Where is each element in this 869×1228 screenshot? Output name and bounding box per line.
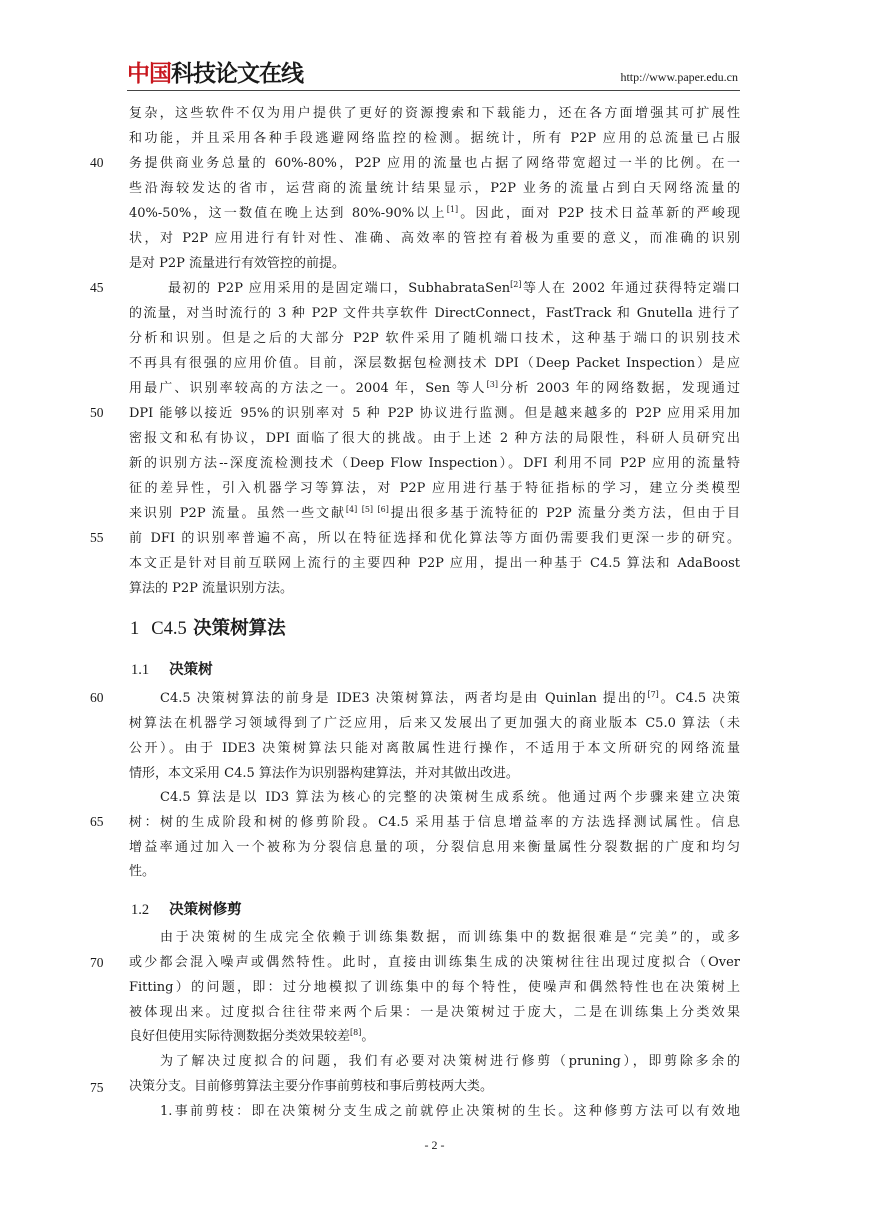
- citation-ref: [3]: [486, 380, 498, 389]
- line-number: 65: [90, 814, 104, 829]
- text-line: 复杂，这些软件不仅为用户提供了更好的资源搜索和下载能力，还在各方面增强其可扩展性: [129, 106, 740, 121]
- text-line: 用最广、识别率较高的方法之一。2004 年，Sen 等人[3]分析 2003 年的网络数据，发现通过: [129, 380, 740, 396]
- text-line: 前 DFI 的识别率普遍不高，所以在特征选择和优化算法等方面仍需要我们更深一步的研究。: [129, 531, 740, 546]
- text-line: 决策分支。目前修剪算法主要分作事前剪枝和事后剪枝两大类。: [129, 1079, 494, 1094]
- text-line: 公开）。由于 IDE3 决策树算法只能对离散属性进行操作，不适用于本文所研究的网络流量: [129, 741, 740, 756]
- citation-ref: [7]: [647, 690, 659, 699]
- subsection-heading: 1.2 决策树修剪: [131, 902, 242, 918]
- text-line: 密报文和私有协议，DPI 面临了很大的挑战。由于上述 2 种方法的局限性，科研人员研究出: [129, 431, 740, 446]
- header-url: http://www.paper.edu.cn: [620, 70, 738, 84]
- header-rule: [127, 90, 740, 91]
- text-line: Fitting）的问题，即：过分地模拟了训练集中的每个特性，使噪声和偶然特性也在决策树上: [129, 980, 740, 995]
- line-number: 70: [90, 955, 104, 970]
- text-line: 被体现出来。过度拟合往往带来两个后果：一是决策树过于庞大，二是在训练集上分类效果: [129, 1005, 740, 1020]
- text-line: 最初的 P2P 应用采用的是固定端口，SubhabrataSen[2]等人在 2002 年通过获得特定端口: [168, 280, 740, 296]
- subsection-heading: 1.1 决策树: [131, 662, 213, 678]
- text-line: 树：树的生成阶段和树的修剪阶段。C4.5 采用基于信息增益率的方法选择测试属性。信息: [129, 815, 740, 830]
- line-number: 50: [90, 405, 104, 420]
- section-heading: 1 C4.5 决策树算法: [130, 618, 286, 639]
- text-line: 来识别 P2P 流量。虽然一些文献[4] [5] [6]提出很多基于流特征的 P2P 流量分类方法，但由于目: [129, 505, 740, 521]
- text-line: 40%-50%，这一数值在晚上达到 80%-90%以上[1]。因此，面对 P2P 技术日益革新的严峻现: [129, 205, 740, 221]
- text-line: 不再具有很强的应用价值。目前，深层数据包检测技术 DPI（Deep Packet Inspection）是应: [129, 356, 740, 371]
- text-line: 良好但使用实际待测数据分类效果较差[8]。: [129, 1028, 375, 1044]
- journal-logo: 中国科技论文在线: [127, 61, 303, 87]
- text-line: 的流量，对当时流行的 3 种 P2P 文件共享软件 DirectConnect，FastTrack 和 Gnutella 进行了: [129, 306, 740, 321]
- text-line: 增益率通过加入一个被称为分裂信息量的项，分裂信息用来衡量属性分裂数据的广度和均匀: [129, 840, 740, 855]
- text-line: 和功能，并且采用各种手段逃避网络监控的检测。据统计，所有 P2P 应用的总流量已占服: [129, 131, 740, 146]
- text-line: 由于决策树的生成完全依赖于训练集数据，而训练集中的数据很难是“完美”的，或多: [160, 930, 740, 945]
- text-line: C4.5 决策树算法的前身是 IDE3 决策树算法，两者均是由 Quinlan 提出的[7]。C4.5 决策: [160, 690, 740, 706]
- text-line: 务提供商业务总量的 60%-80%，P2P 应用的流量也占据了网络带宽超过一半的比例。在一: [129, 156, 740, 171]
- text-line: DPI 能够以接近 95%的识别率对 5 种 P2P 协议进行监测。但是越来越多的 P2P 应用采用加: [129, 406, 740, 421]
- text-line: 为了解决过度拟合的问题，我们有必要对决策树进行修剪（pruning），即剪除多余的: [160, 1054, 740, 1069]
- citation-ref: [8]: [350, 1028, 362, 1037]
- text-line: 树算法在机器学习领域得到了广泛应用，后来又发展出了更加强大的商业版本 C5.0 算法（未: [129, 716, 740, 731]
- text-line: 1.事前剪枝：即在决策树分支生成之前就停止决策树的生长。这种修剪方法可以有效地: [160, 1104, 740, 1119]
- line-number: 45: [90, 280, 104, 295]
- citation-ref: [4] [5] [6]: [345, 505, 389, 514]
- page-header: [127, 60, 740, 88]
- line-number: 60: [90, 690, 104, 705]
- citation-ref: [2]: [510, 280, 522, 289]
- text-line: C4.5 算法是以 ID3 算法为核心的完整的决策树生成系统。他通过两个步骤来建立决策: [160, 790, 740, 805]
- text-line: 算法的 P2P 流量识别方法。: [129, 581, 294, 596]
- line-number: 40: [90, 155, 104, 170]
- text-line: 状，对 P2P 应用进行有针对性、准确、高效率的管控有着极为重要的意义，而准确的识别: [129, 231, 740, 246]
- text-line: 是对 P2P 流量进行有效管控的前提。: [129, 256, 346, 271]
- text-line: 本文正是针对目前互联网上流行的主要四种 P2P 应用，提出一种基于 C4.5 算法和 AdaBoost: [129, 556, 740, 571]
- text-line: 征的差异性，引入机器学习等算法，对 P2P 应用进行基于特征指标的学习，建立分类模型: [129, 481, 740, 496]
- text-line: 些沿海较发达的省市，运营商的流量统计结果显示，P2P 业务的流量占到白天网络流量的: [129, 181, 740, 196]
- text-line: 情形，本文采用 C4.5 算法作为识别器构建算法，并对其做出改进。: [129, 766, 519, 781]
- text-line: 或少都会混入噪声或偶然特性。此时，直接由训练集生成的决策树往往出现过度拟合（Over: [129, 955, 740, 970]
- citation-ref: [1]: [446, 205, 459, 214]
- page-number: - 2 -: [424, 1138, 445, 1152]
- line-number: 75: [90, 1080, 104, 1095]
- text-line: 分析和识别。但是之后的大部分 P2P 软件采用了随机端口技术，这种基于端口的识别技术: [129, 331, 740, 346]
- text-line: 新的识别方法--深度流检测技术（Deep Flow Inspection）。DFI 利用不同 P2P 应用的流量特: [129, 456, 740, 471]
- text-line: 性。: [129, 864, 156, 879]
- line-number: 55: [90, 530, 104, 545]
